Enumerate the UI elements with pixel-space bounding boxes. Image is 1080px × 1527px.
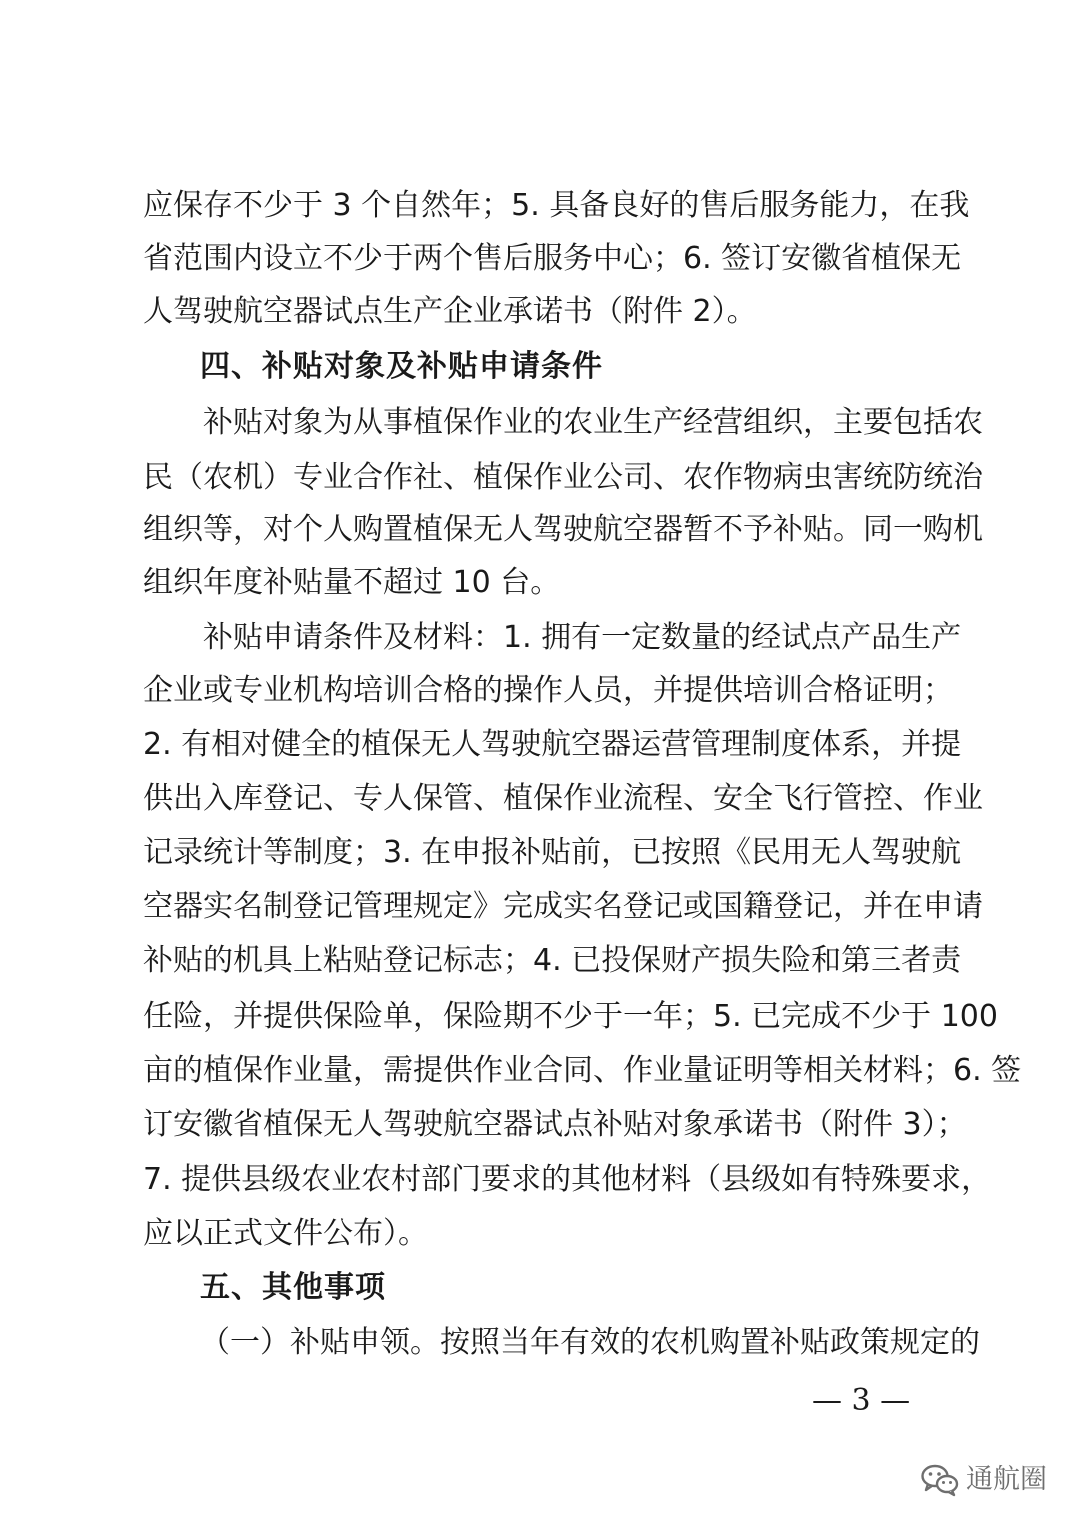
paragraph-1-line-3: 人驾驶航空器试点生产企业承诺书（附件 2）。 <box>143 294 757 329</box>
paragraph-3-line-2: 企业或专业机构培训合格的操作人员，并提供培训合格证明； <box>143 673 953 708</box>
page-number: — 3 — <box>812 1383 911 1418</box>
paragraph-3-line-10: 订安徽省植保无人驾驶航空器试点补贴对象承诺书（附件 3）； <box>143 1107 967 1142</box>
watermark-text: 通航圈 <box>966 1464 1047 1495</box>
paragraph-1-line-2: 省范围内设立不少于两个售后服务中心；6. 签订安徽省植保无 <box>143 241 962 276</box>
paragraph-3-line-1: 补贴申请条件及材料：1. 拥有一定数量的经试点产品生产 <box>203 620 962 655</box>
paragraph-3-line-9: 亩的植保作业量，需提供作业合同、作业量证明等相关材料；6. 签 <box>143 1053 1022 1088</box>
section-4-heading: 四、补贴对象及补贴申请条件 <box>200 349 603 384</box>
wechat-icon <box>920 1463 960 1497</box>
paragraph-4-line-1: （一）补贴申领。按照当年有效的农机购置补贴政策规定的 <box>200 1325 980 1360</box>
paragraph-3-line-7: 补贴的机具上粘贴登记标志；4. 已投保财产损失险和第三者责 <box>143 943 962 978</box>
paragraph-2-line-3: 组织等，对个人购置植保无人驾驶航空器暂不予补贴。同一购机 <box>143 512 983 547</box>
paragraph-1-line-1: 应保存不少于 3 个自然年；5. 具备良好的售后服务能力，在我 <box>143 188 970 223</box>
paragraph-3-line-5: 记录统计等制度；3. 在申报补贴前，已按照《民用无人驾驶航 <box>143 835 962 870</box>
paragraph-3-line-11: 7. 提供县级农业农村部门要求的其他材料（县级如有特殊要求， <box>143 1162 992 1197</box>
paragraph-2-line-2: 民（农机）专业合作社、植保作业公司、农作物病虫害统防统治 <box>143 460 983 495</box>
paragraph-3-line-4: 供出入库登记、专人保管、植保作业流程、安全飞行管控、作业 <box>143 781 983 816</box>
watermark <box>920 1458 1047 1502</box>
paragraph-3-line-6: 空器实名制登记管理规定》完成实名登记或国籍登记，并在申请 <box>143 889 983 924</box>
paragraph-3-line-8: 任险，并提供保险单，保险期不少于一年；5. 已完成不少于 100 <box>143 999 998 1034</box>
paragraph-2-line-1: 补贴对象为从事植保作业的农业生产经营组织，主要包括农 <box>203 405 983 440</box>
paragraph-2-line-4: 组织年度补贴量不超过 10 台。 <box>143 565 561 600</box>
section-5-heading: 五、其他事项 <box>200 1270 386 1305</box>
paragraph-3-line-3: 2. 有相对健全的植保无人驾驶航空器运营管理制度体系，并提 <box>143 727 962 762</box>
paragraph-3-line-12: 应以正式文件公布）。 <box>143 1216 428 1251</box>
